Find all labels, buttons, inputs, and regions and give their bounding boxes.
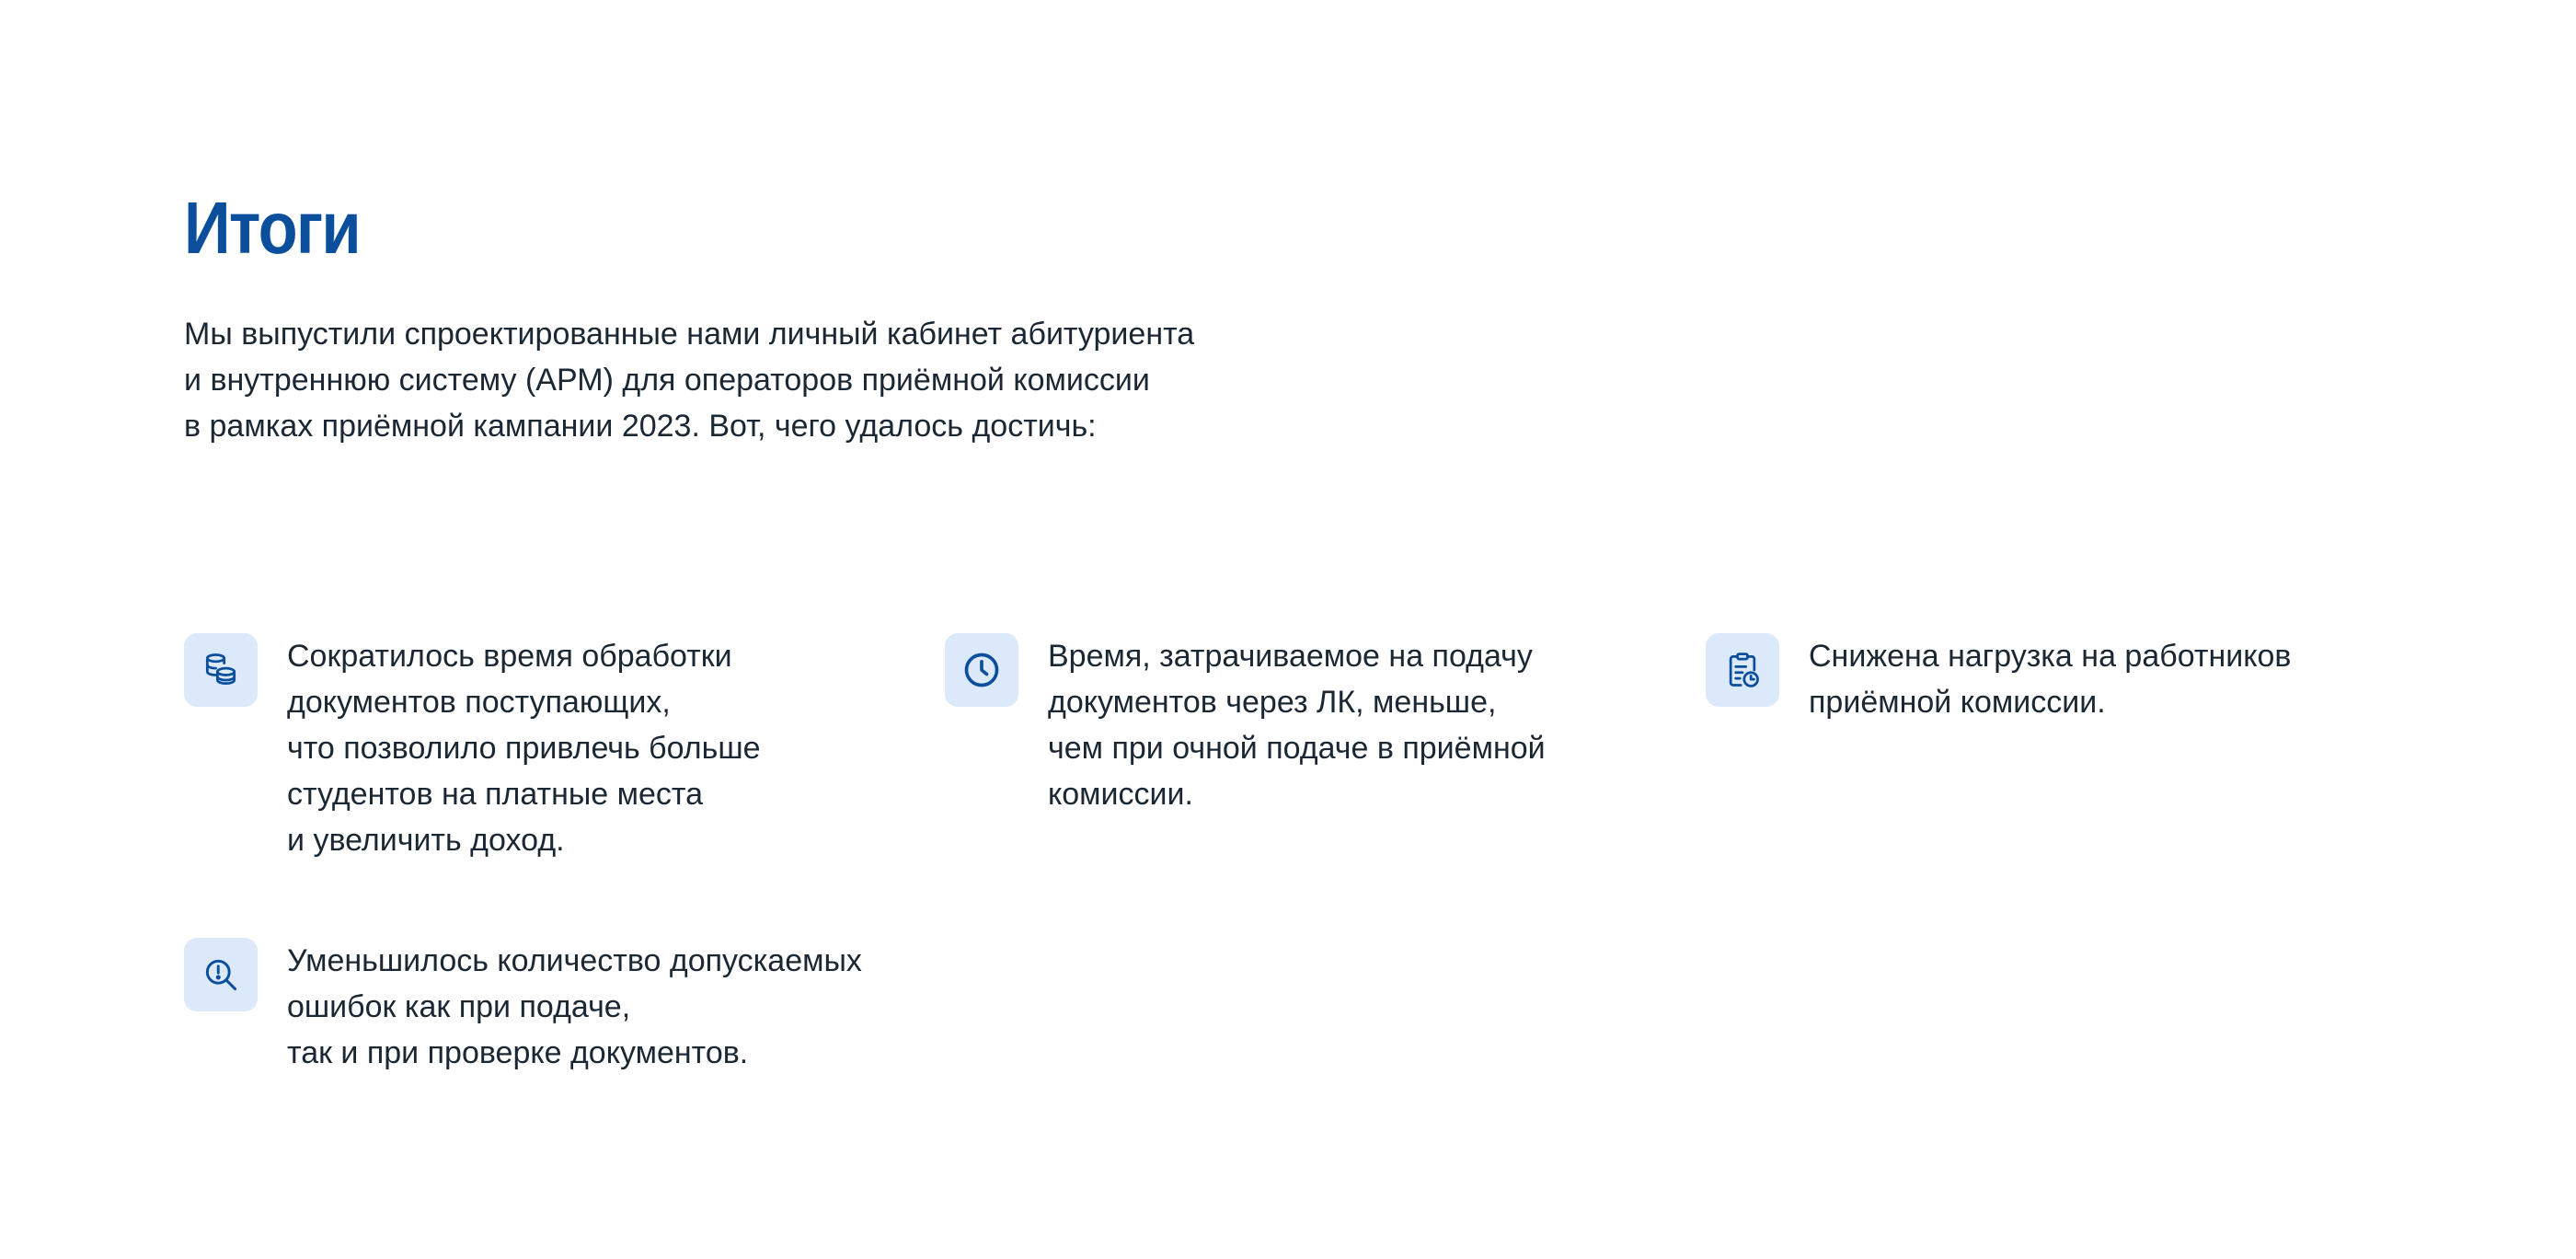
feature-line: и увеличить доход. — [287, 823, 565, 858]
page-title: Итоги — [184, 187, 360, 269]
feature-submission-time — [945, 633, 1546, 817]
clock-icon — [945, 633, 1018, 707]
feature-text — [1048, 633, 1546, 817]
feature-line: документов поступающих, — [287, 685, 671, 720]
intro-line: и внутреннюю систему (АРМ) для операторов приёмной комиссии — [184, 363, 1150, 398]
feature-line: Сократилось время обработки — [287, 639, 732, 674]
feature-line: приёмной комиссии. — [1809, 685, 2106, 720]
feature-line: Уменьшилось количество допускаемых — [287, 943, 862, 978]
feature-errors — [184, 938, 862, 1076]
feature-processing-time — [184, 633, 761, 863]
feature-line: ошибок как при подаче, — [287, 989, 631, 1024]
feature-text — [287, 938, 862, 1076]
feature-line: Снижена нагрузка на работников — [1809, 639, 2292, 674]
feature-workload — [1706, 633, 2291, 725]
intro-line: в рамках приёмной кампании 2023. Вот, чего удалось достичь: — [184, 409, 1097, 444]
intro-line: Мы выпустили спроектированные нами личный кабинет абитуриента — [184, 317, 1195, 352]
coins-stack-icon — [184, 633, 258, 707]
feature-line: Время, затрачиваемое на подачу — [1048, 639, 1533, 674]
feature-line: документов через ЛК, меньше, — [1048, 685, 1497, 720]
feature-line: чем при очной подаче в приёмной — [1048, 731, 1546, 766]
feature-line: что позволило привлечь больше — [287, 731, 761, 766]
feature-line: комиссии. — [1048, 777, 1193, 812]
feature-line: так и при проверке документов. — [287, 1035, 749, 1070]
feature-text — [1809, 633, 2291, 725]
feature-line: студентов на платные места — [287, 777, 704, 812]
clipboard-clock-icon — [1706, 633, 1779, 707]
search-alert-icon — [184, 938, 258, 1011]
intro-paragraph — [184, 311, 1288, 449]
feature-text — [287, 633, 761, 863]
